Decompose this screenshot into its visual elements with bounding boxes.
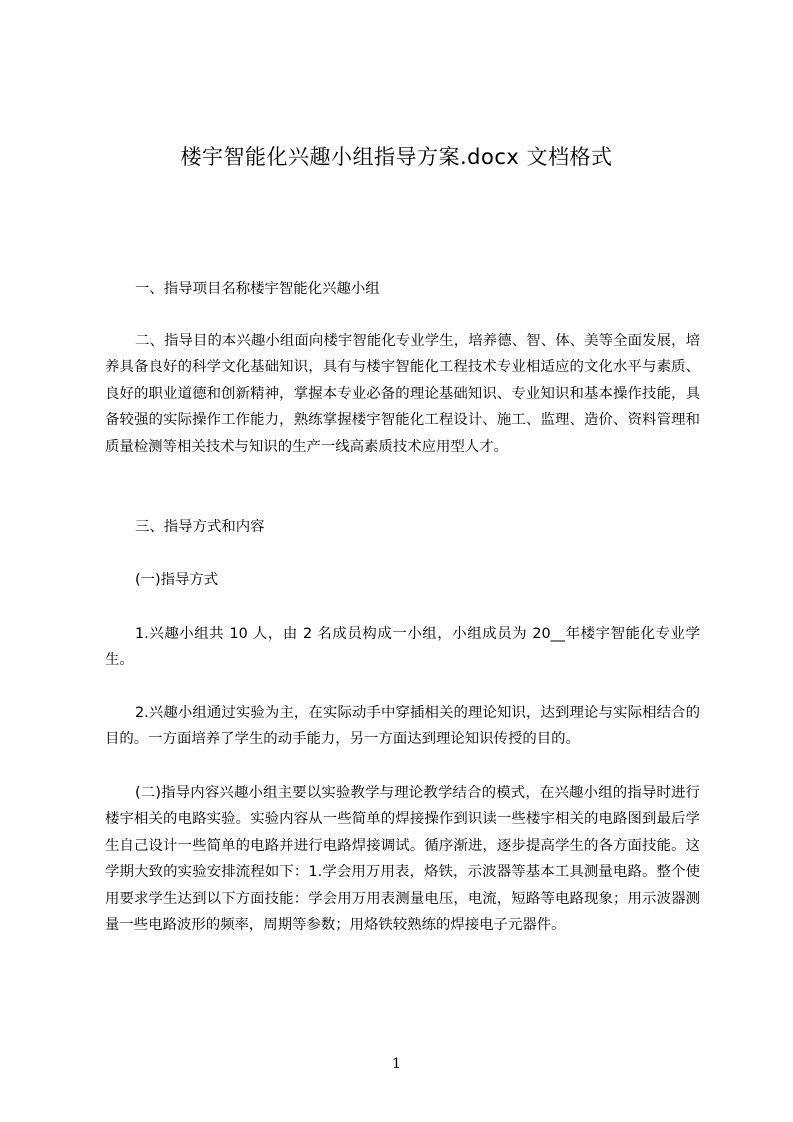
subsection-method-heading: (一)指导方式 bbox=[135, 572, 219, 588]
section-method-content-heading: 三、指导方式和内容 bbox=[135, 519, 265, 535]
section-purpose: 二、指导目的本兴趣小组面向楼宇智能化专业学生，培养德、智、体、美等全面发展，培养具备良好的科学文化基础知识，具有与楼宇智能化工程技术专业相适应的文化水平与素质、良好的职业道德和创新精神，掌握本专业必备的理论基础知识、专业知识和基本操作技能，具备较强的实际操作工作能力，熟练掌握楼宇智能化工程设计、施工、监理、造价、资料管理和质量检测等相关技术与知识的生产一线高素质技术应用型人才。 bbox=[105, 333, 700, 455]
subsection-content: (二)指导内容兴趣小组主要以实验教学与理论教学结合的模式，在兴趣小组的指导时进行楼宇相关的电路实验。实验内容从一些简单的焊接操作到识读一些楼宇相关的电路图到最后学生自己设计一些简单的电路并进行电路焊接调试。循序渐进，逐步提高学生的各方面技能。这学期大致的实验安排流程如下：1.学会用万用表，烙铁，示波器等基本工具测量电路。整个使用要求学生达到以下方面技能：学会用万用表测量电压，电流，短路等电路现象；用示波器测量一些电路波形的频率，周期等参数；用烙铁较熟练的焊接电子元器件。 bbox=[105, 785, 700, 934]
section-project-name: 一、指导项目名称楼宇智能化兴趣小组 bbox=[135, 281, 380, 297]
page-number: 1 bbox=[392, 1056, 401, 1072]
document-title: 楼宇智能化兴趣小组指导方案.docx 文档格式 bbox=[180, 145, 613, 169]
method-item-1: 1.兴趣小组共 10 人，由 2 名成员构成一小组，小组成员为 20__年楼宇智能化专业学生。 bbox=[105, 626, 700, 669]
method-item-2: 2.兴趣小组通过实验为主，在实际动手中穿插相关的理论知识，达到理论与实际相结合的目的。一方面培养了学生的动手能力，另一方面达到理论知识传授的目的。 bbox=[105, 705, 700, 748]
